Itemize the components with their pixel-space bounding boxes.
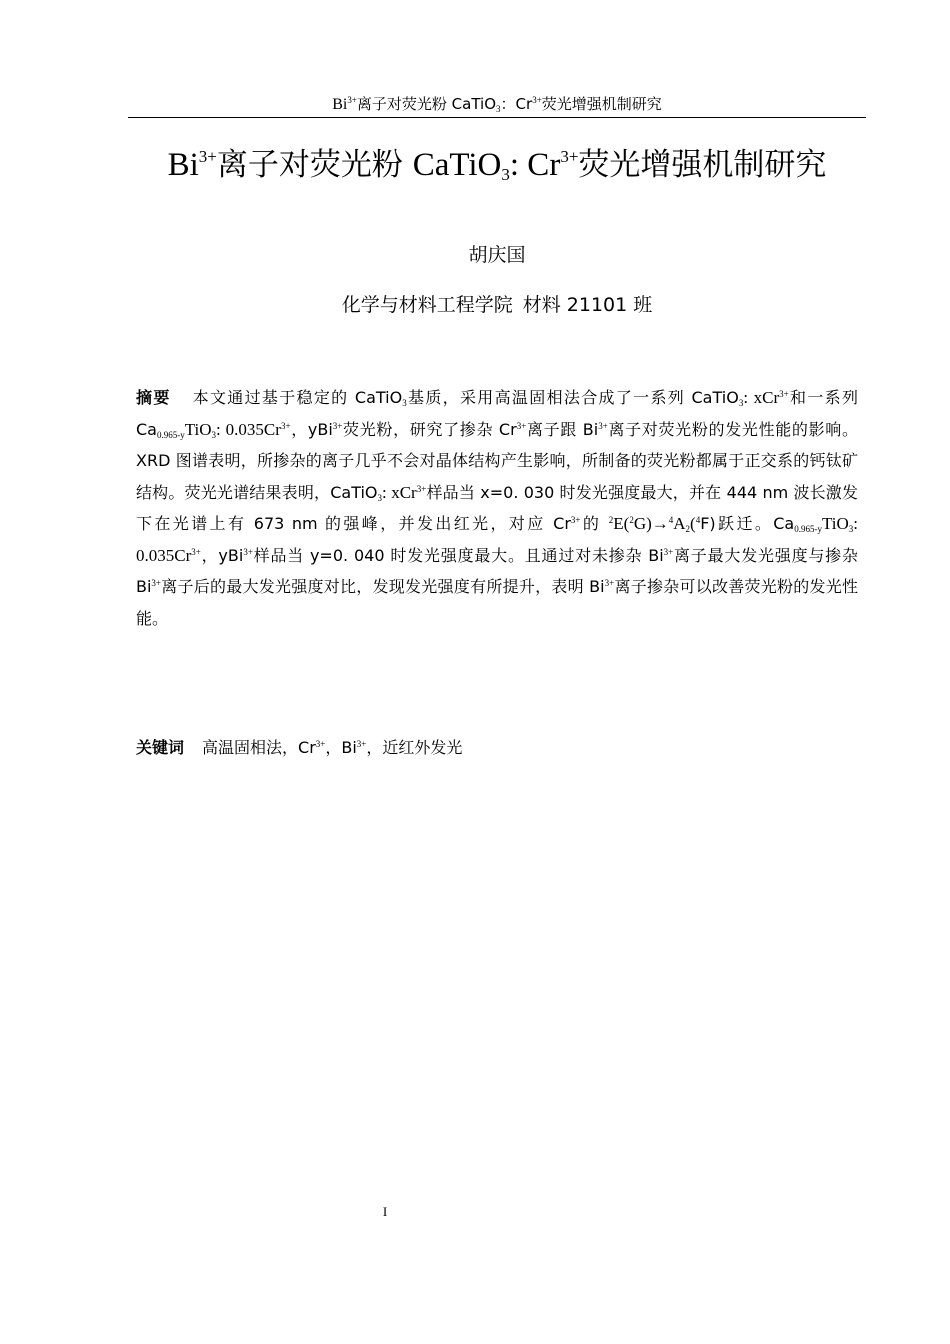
- header-divider: [128, 117, 866, 118]
- keywords-superscript: 3+: [315, 739, 326, 749]
- keywords-line: [136, 732, 858, 763]
- header-text: 荧光增强机制研究: [541, 95, 662, 113]
- abstract-text: 离子最大发光强度与掺杂 Bi: [136, 545, 858, 596]
- running-header: [128, 94, 866, 115]
- abstract-text: 离子掺杂可以改善荧光粉的发光性能。: [136, 577, 858, 628]
- title-text: 荧光增强机制研究: [578, 147, 827, 183]
- abstract-paragraph: [136, 382, 858, 634]
- abstract-text: E(: [613, 514, 630, 533]
- abstract-superscript: 3+: [191, 546, 201, 557]
- abstract-superscript: 3+: [243, 546, 253, 557]
- header-superscript: 3+: [532, 95, 542, 105]
- abstract-text: 本文通过基于稳定的 CaTiO: [192, 388, 403, 407]
- header-superscript: 3+: [347, 95, 357, 105]
- title-superscript: 3+: [198, 147, 217, 166]
- title-superscript: 3+: [560, 147, 579, 166]
- title-subscript: 3: [501, 165, 510, 184]
- abstract-text: 的: [580, 514, 609, 533]
- abstract-subscript: 0.965-y: [156, 429, 185, 440]
- abstract-text: : xCr: [743, 388, 780, 407]
- school-name: 化学与材料工程学院: [341, 294, 513, 316]
- header-subscript: 3: [496, 104, 501, 114]
- title-text: Bi: [167, 147, 199, 183]
- author-affiliation: [135, 291, 859, 319]
- abstract-text: 离子对荧光粉的发光性能的影响。XRD 图谱表明，所掺杂的离子几乎不会对晶体结构产生影响，所制备的荧光粉都属于正交系的钙钛矿结构。荧光光谱结果表明，CaTiO: [136, 419, 858, 502]
- abstract-superscript: 3+: [516, 420, 527, 431]
- abstract-superscript: 2: [608, 515, 614, 525]
- abstract-text: A: [673, 514, 686, 533]
- abstract-text: 和一系列 Ca: [136, 388, 858, 439]
- title-text: : Cr: [509, 147, 561, 183]
- keywords-label: 关键词: [136, 738, 185, 757]
- abstract-text: 基质，采用高温固相法合成了一系列 CaTiO: [406, 388, 739, 407]
- abstract-text: 样品当 x=0. 030 时发光强度最大，并在 444 nm 波长激发下在光谱上有 673 nm 的强峰，并发出红光，对应 Cr: [136, 482, 858, 533]
- abstract-text: : 0.035Cr: [216, 419, 281, 439]
- title-text: CaTiO: [412, 147, 502, 183]
- page-number: I: [382, 1204, 388, 1219]
- abstract-text: : 0.035Cr: [136, 514, 858, 565]
- abstract-subscript: 3: [848, 524, 854, 534]
- abstract-text: TiO: [821, 514, 849, 533]
- abstract-subscript: 3: [738, 398, 744, 408]
- abstract-superscript: 2: [629, 515, 634, 525]
- abstract-superscript: 4: [695, 515, 701, 525]
- abstract-text: 离子后的最大发光强度对比，发现发光强度有所提升，表明 Bi: [161, 577, 605, 596]
- abstract-subscript: 3: [377, 492, 383, 503]
- abstract-text: : xCr: [382, 482, 417, 502]
- keywords-text: ，Bi: [325, 738, 357, 757]
- abstract-text: G)→: [633, 514, 669, 533]
- keywords-text: ，近红外发光: [366, 738, 463, 757]
- abstract-superscript: 3+: [604, 578, 615, 588]
- abstract-superscript: 3+: [570, 515, 581, 525]
- abstract-superscript: 3+: [663, 546, 674, 557]
- abstract-superscript: 4: [668, 515, 674, 525]
- abstract-subscript: 0.965-y: [794, 524, 822, 534]
- abstract-superscript: 3+: [332, 420, 343, 431]
- abstract-text: 样品当 y=0. 040 时发光强度最大。且通过对未掺杂 Bi: [252, 545, 664, 565]
- abstract-text: ，yBi: [290, 419, 333, 439]
- abstract-text: F)跃迁。Ca: [700, 514, 795, 533]
- abstract-label: 摘要: [136, 388, 171, 407]
- class-name: 材料 21101 班: [522, 294, 653, 316]
- header-text: Bi: [332, 96, 348, 113]
- abstract-text: 离子跟 Bi: [526, 419, 599, 439]
- abstract-superscript: 3+: [416, 483, 427, 494]
- abstract-subscript: 3: [402, 398, 407, 408]
- author-name: [135, 241, 859, 269]
- abstract-text: TiO: [184, 419, 212, 439]
- abstract-subscript: 2: [685, 524, 691, 534]
- keywords-superscript: 3+: [356, 739, 367, 749]
- title-text: 离子对荧光粉: [216, 147, 413, 183]
- abstract-superscript: 3+: [151, 578, 161, 588]
- abstract-superscript: 3+: [598, 420, 608, 431]
- abstract-text: ，yBi: [200, 545, 244, 565]
- paper-title: [135, 140, 859, 190]
- abstract-superscript: 3+: [280, 420, 291, 431]
- author-text: 胡庆国: [468, 244, 526, 266]
- abstract-subscript: 3: [211, 429, 217, 440]
- abstract-superscript: 3+: [779, 389, 789, 399]
- keywords-text: 高温固相法，Cr: [202, 738, 316, 757]
- abstract-text: 荧光粉，研究了掺杂 Cr: [342, 419, 517, 439]
- abstract-text: (: [690, 514, 696, 533]
- header-text: ：Cr: [500, 95, 533, 113]
- header-text: 离子对荧光粉 CaTiO: [356, 95, 497, 113]
